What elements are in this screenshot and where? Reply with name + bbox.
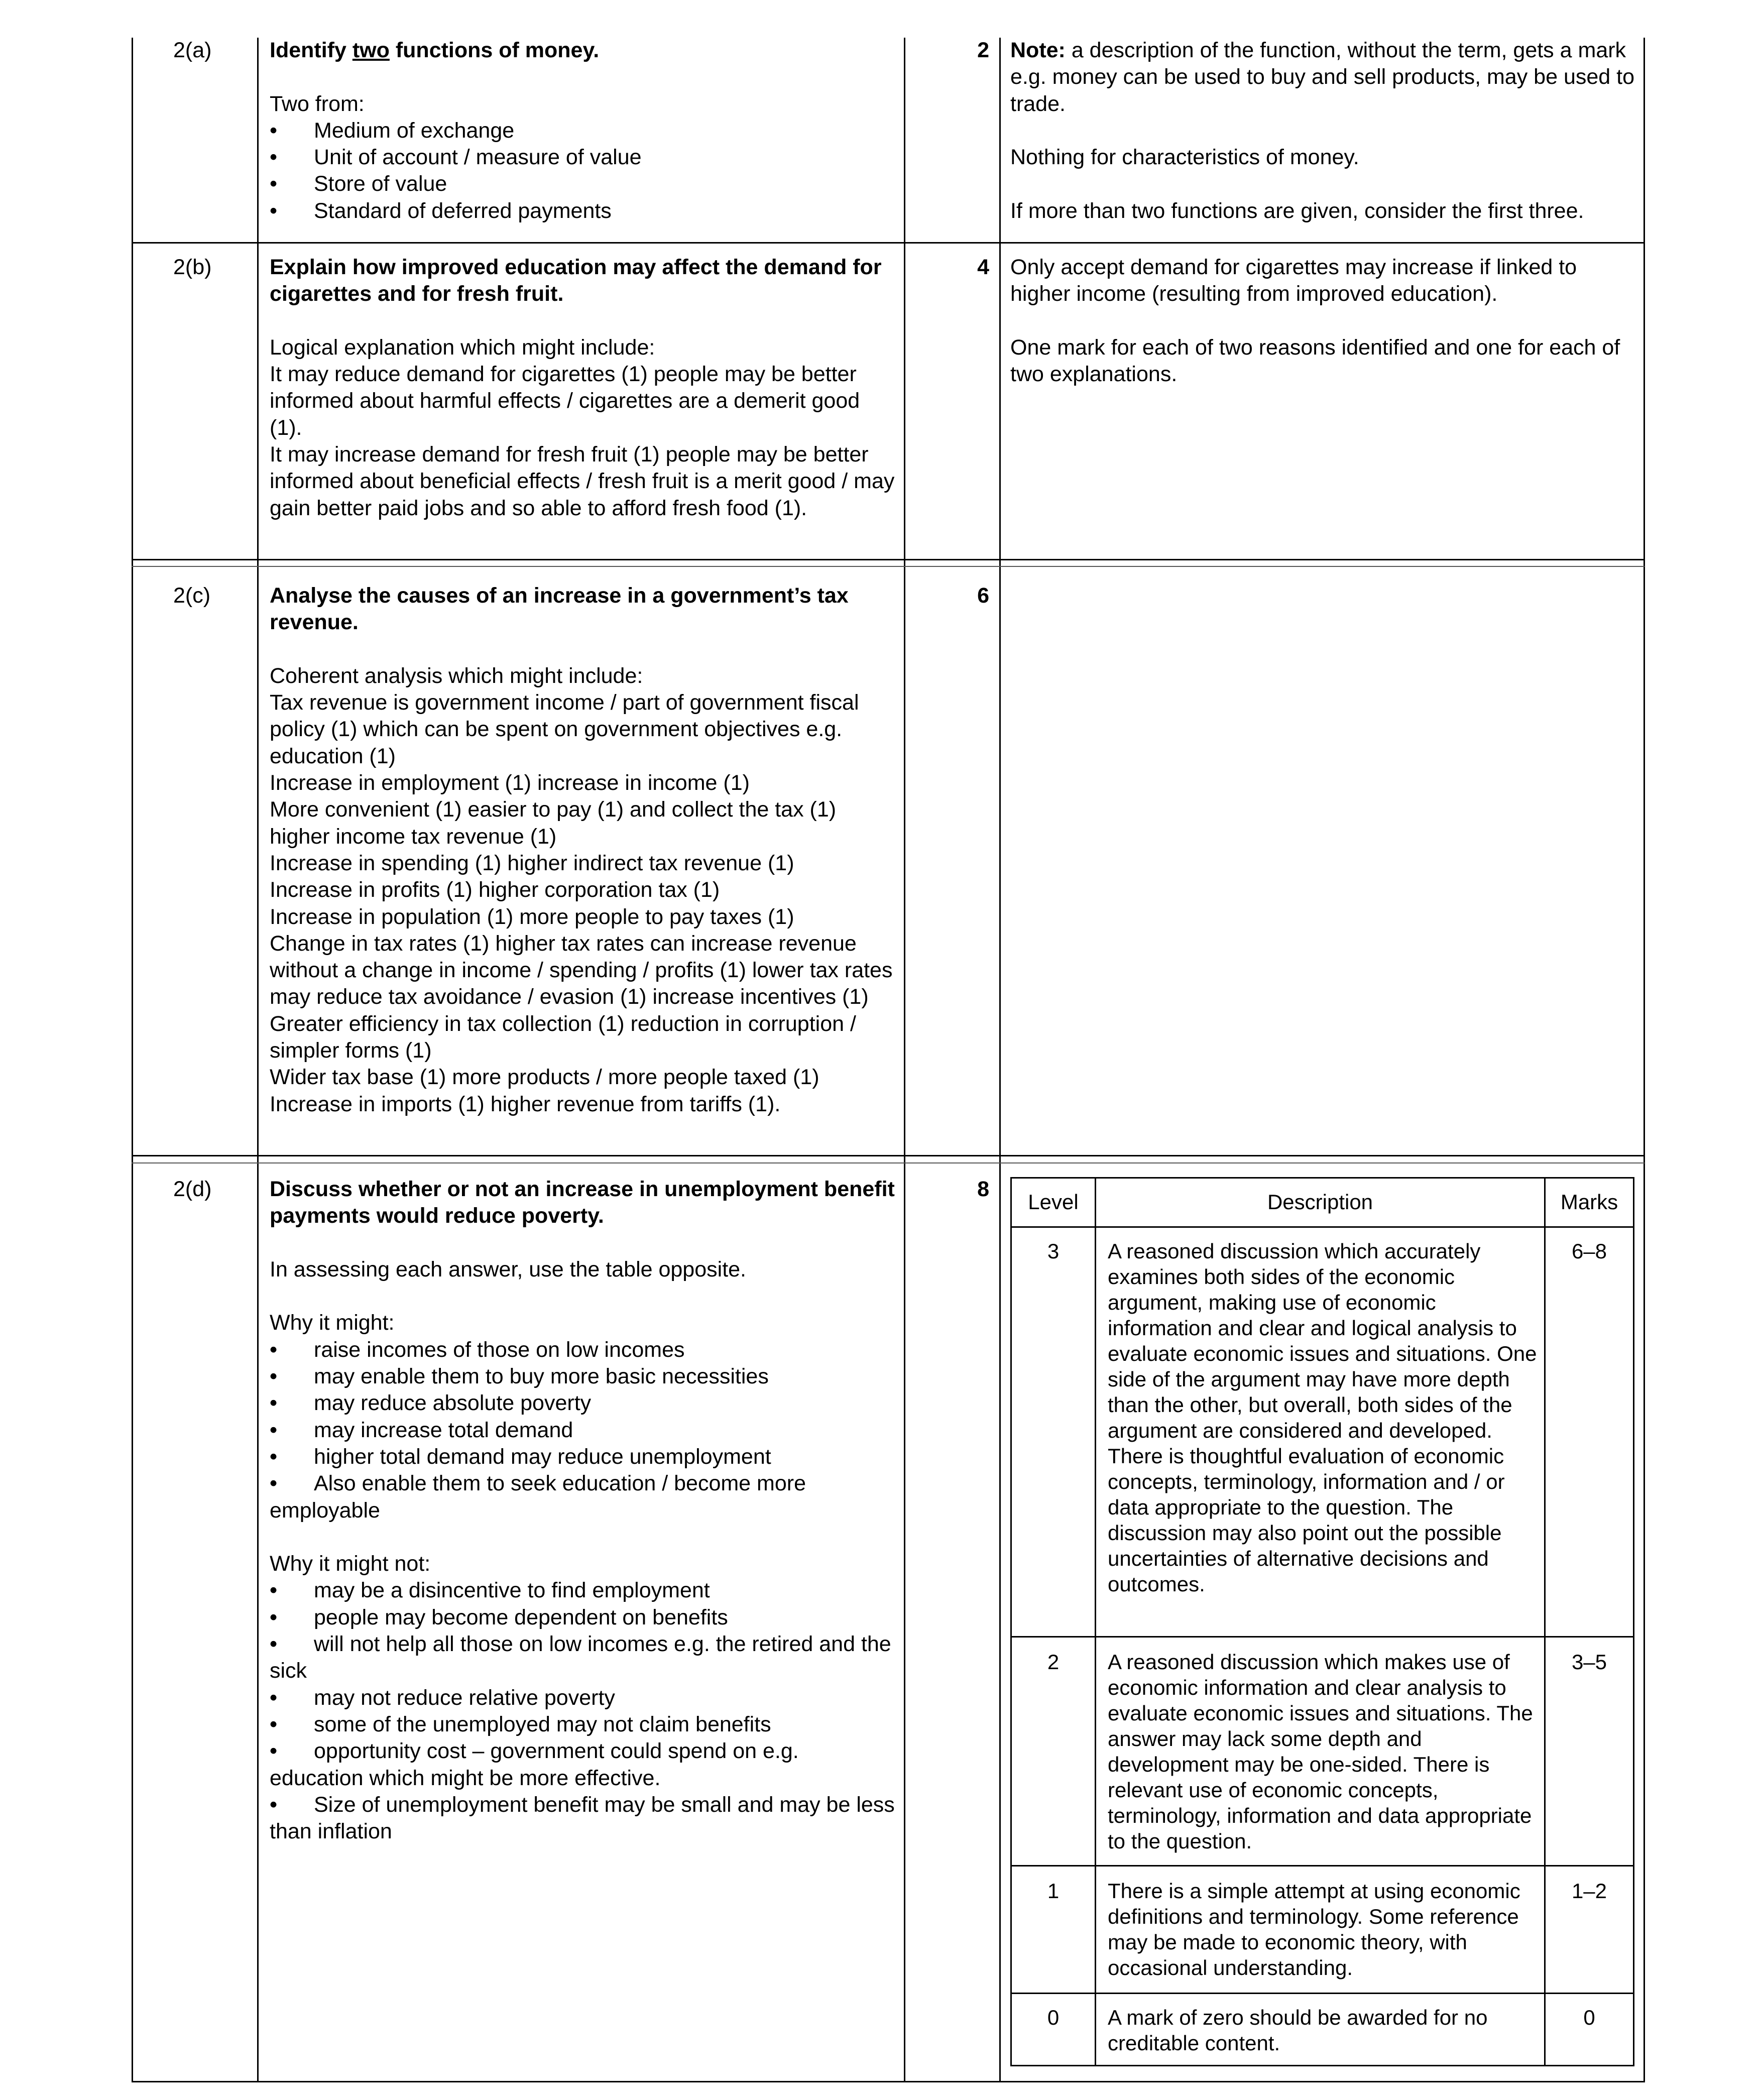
list-item: • • opportunity cost – government could spend on e.g. education which might be more effective.: [270, 1738, 897, 1792]
level-header: Level: [1028, 1190, 1079, 1214]
why-it-might-list: [270, 1337, 897, 1524]
answer-intro-2d: In assessing each answer, use the table opposite.: [270, 1257, 747, 1281]
row-divider-2b-double: [132, 566, 1644, 567]
list-item: • Unit of account / measure of value: [270, 144, 897, 171]
list-item: • • some of the unemployed may not claim benefits: [270, 1711, 897, 1738]
why-it-might-not-list: [270, 1577, 897, 1845]
level-description: A reasoned discussion which accurately examines both sides of the economic argument, making use of economic information and clear and logical analysis to evaluate economic issues and situations. One side of the argument may have more depth than the other, but overall, both sides of the argument are considered and developed. There is thoughtful evaluation of economic concepts, terminology, information and / or data appropriate to the question. The discussion may also point out the possible uncertainties of alternative decisions and outcomes.: [1108, 1239, 1537, 1596]
column-divider-answer: [904, 38, 905, 2082]
marks-header: Marks: [1560, 1190, 1618, 1214]
answer-cell-2c: [270, 582, 897, 1118]
marks-2a: 2: [977, 38, 989, 62]
level-marks: 3–5: [1571, 1650, 1607, 1674]
why-it-might-not-label: Why it might not:: [270, 1552, 431, 1576]
question-number-2c: 2(c): [173, 584, 211, 608]
answer-line: It may reduce demand for cigarettes (1) people may be better informed about harmful effects / cigarettes are a demerit good (1).: [270, 362, 860, 440]
list-item: • Standard of deferred payments: [270, 198, 897, 224]
answer-line: Increase in population (1) more people to pay taxes (1): [270, 904, 794, 929]
answer-line: Increase in employment (1) increase in income (1): [270, 771, 750, 795]
level-value: 1: [1047, 1879, 1060, 1903]
marks-2d: 8: [977, 1177, 989, 1201]
level-description: A mark of zero should be awarded for no creditable content.: [1108, 2006, 1488, 2055]
level-marks: 0: [1583, 2006, 1595, 2029]
question-number-2d: 2(d): [173, 1177, 212, 1201]
answer-intro-2b: Logical explanation which might include:: [270, 335, 655, 360]
guidance-paragraph: Only accept demand for cigarettes may increase if linked to higher income (resulting from improved education).: [1010, 255, 1577, 306]
row-divider-2c-double: [132, 1162, 1644, 1163]
answer-line: Increase in imports (1) higher revenue from tariffs (1).: [270, 1092, 781, 1116]
row-divider-2c: [132, 1155, 1644, 1156]
answer-cell-2d: [270, 1176, 897, 1845]
row-divider-2b: [132, 559, 1644, 560]
level-value: 2: [1047, 1650, 1060, 1674]
marks-2c: 6: [977, 584, 989, 608]
column-divider-marks: [999, 38, 1001, 2082]
row-divider-2a: [132, 242, 1644, 244]
why-it-might-label: Why it might:: [270, 1311, 395, 1335]
guidance-paragraph: Nothing for characteristics of money.: [1010, 145, 1359, 170]
guidance-cell-2b: [1010, 254, 1635, 388]
answer-line: More convenient (1) easier to pay (1) and collect the tax (1) higher income tax revenue (1): [270, 797, 837, 849]
description-header: Description: [1267, 1190, 1373, 1214]
column-divider-number: [257, 38, 259, 2082]
level-marks: 6–8: [1571, 1239, 1607, 1263]
answer-line: Increase in profits (1) higher corporation tax (1): [270, 878, 720, 902]
marks-2b: 4: [977, 255, 989, 279]
list-item: • • Also enable them to seek education / become more employable: [270, 1470, 897, 1524]
answer-line: Change in tax rates (1) higher tax rates can increase revenue without a change in income / spending / profits (1) lower tax rates may reduce tax avoidance / evasion (1) increase incentives (1): [270, 931, 893, 1009]
level-value: 0: [1047, 2006, 1060, 2029]
answer-intro-2a: Two from:: [270, 91, 365, 116]
guidance-paragraph: If more than two functions are given, consider the first three.: [1010, 198, 1584, 223]
answer-line: Greater efficiency in tax collection (1) reduction in corruption / simpler forms (1): [270, 1011, 856, 1063]
list-item: • • raise incomes of those on low incomes: [270, 1337, 897, 1363]
answer-cell-2b: [270, 254, 897, 522]
question-text-2b: Explain how improved education may affect the demand for cigarettes and for fresh fruit.: [270, 255, 882, 306]
table-border-left: [132, 38, 133, 2082]
list-item: • • will not help all those on low incomes e.g. the retired and the sick: [270, 1631, 897, 1685]
answer-intro-2c: Coherent analysis which might include:: [270, 663, 643, 688]
answer-line: Wider tax base (1) more products / more people taxed (1): [270, 1065, 819, 1090]
list-item: • • people may become dependent on benefits: [270, 1604, 897, 1631]
list-item: • • may reduce absolute poverty: [270, 1390, 897, 1417]
answer-line: Tax revenue is government income / part of government fiscal policy (1) which can be spent on government objectives e.g. education (1): [270, 690, 859, 768]
level-description: A reasoned discussion which makes use of economic information and clear analysis to evaluate economic issues and situations. The answer may lack some depth and development may be one-sided. There is relevant use of economic concepts, terminology, information and data appropriate to the question.: [1108, 1650, 1533, 1853]
table-border-bottom: [132, 2081, 1644, 2082]
guidance-paragraph: One mark for each of two reasons identified and one for each of two explanations.: [1010, 335, 1620, 387]
guidance-cell-2a: Note: a description of the function, without the term, gets a mark e.g. money can be used to buy and sell products, may be used to trade. Nothing for characteristics of money. If more than two functions are given, consider the first three.: [1010, 37, 1635, 224]
list-item: • Medium of exchange: [270, 118, 897, 144]
question-text-2a: Identify two functions of money.: [270, 38, 600, 62]
table-border-right: [1643, 38, 1645, 2082]
answer-line: It may increase demand for fresh fruit (1) people may be better informed about beneficial effects / fresh fruit is a merit good / may gain better paid jobs and so able to afford fresh food (1).: [270, 442, 895, 520]
question-number-2a: 2(a): [173, 38, 212, 62]
list-item: • Store of value: [270, 171, 897, 197]
answer-list-2a: [270, 118, 897, 224]
question-text-2d: Discuss whether or not an increase in unemployment benefit payments would reduce poverty.: [270, 1177, 895, 1228]
list-item: • • may increase total demand: [270, 1417, 897, 1444]
answer-line: Increase in spending (1) higher indirect tax revenue (1): [270, 851, 794, 875]
level-value: 3: [1047, 1239, 1060, 1263]
level-descriptor-table: [1010, 1177, 1634, 2066]
question-number-2b: 2(b): [173, 255, 212, 279]
level-marks: 1–2: [1571, 1879, 1607, 1903]
level-description: There is a simple attempt at using economic definitions and terminology. Some reference may be made to economic theory, with occasional understanding.: [1108, 1879, 1520, 1979]
list-item: • • may enable them to buy more basic necessities: [270, 1363, 897, 1390]
note-label: Note:: [1010, 38, 1066, 62]
list-item: • • higher total demand may reduce unemployment: [270, 1444, 897, 1470]
question-text-2c: Analyse the causes of an increase in a government’s tax revenue.: [270, 584, 849, 635]
answer-cell-2a: [270, 37, 897, 224]
list-item: • • may be a disincentive to find employment: [270, 1577, 897, 1604]
list-item: • • may not reduce relative poverty: [270, 1685, 897, 1711]
list-item: • • Size of unemployment benefit may be small and may be less than inflation: [270, 1792, 897, 1845]
